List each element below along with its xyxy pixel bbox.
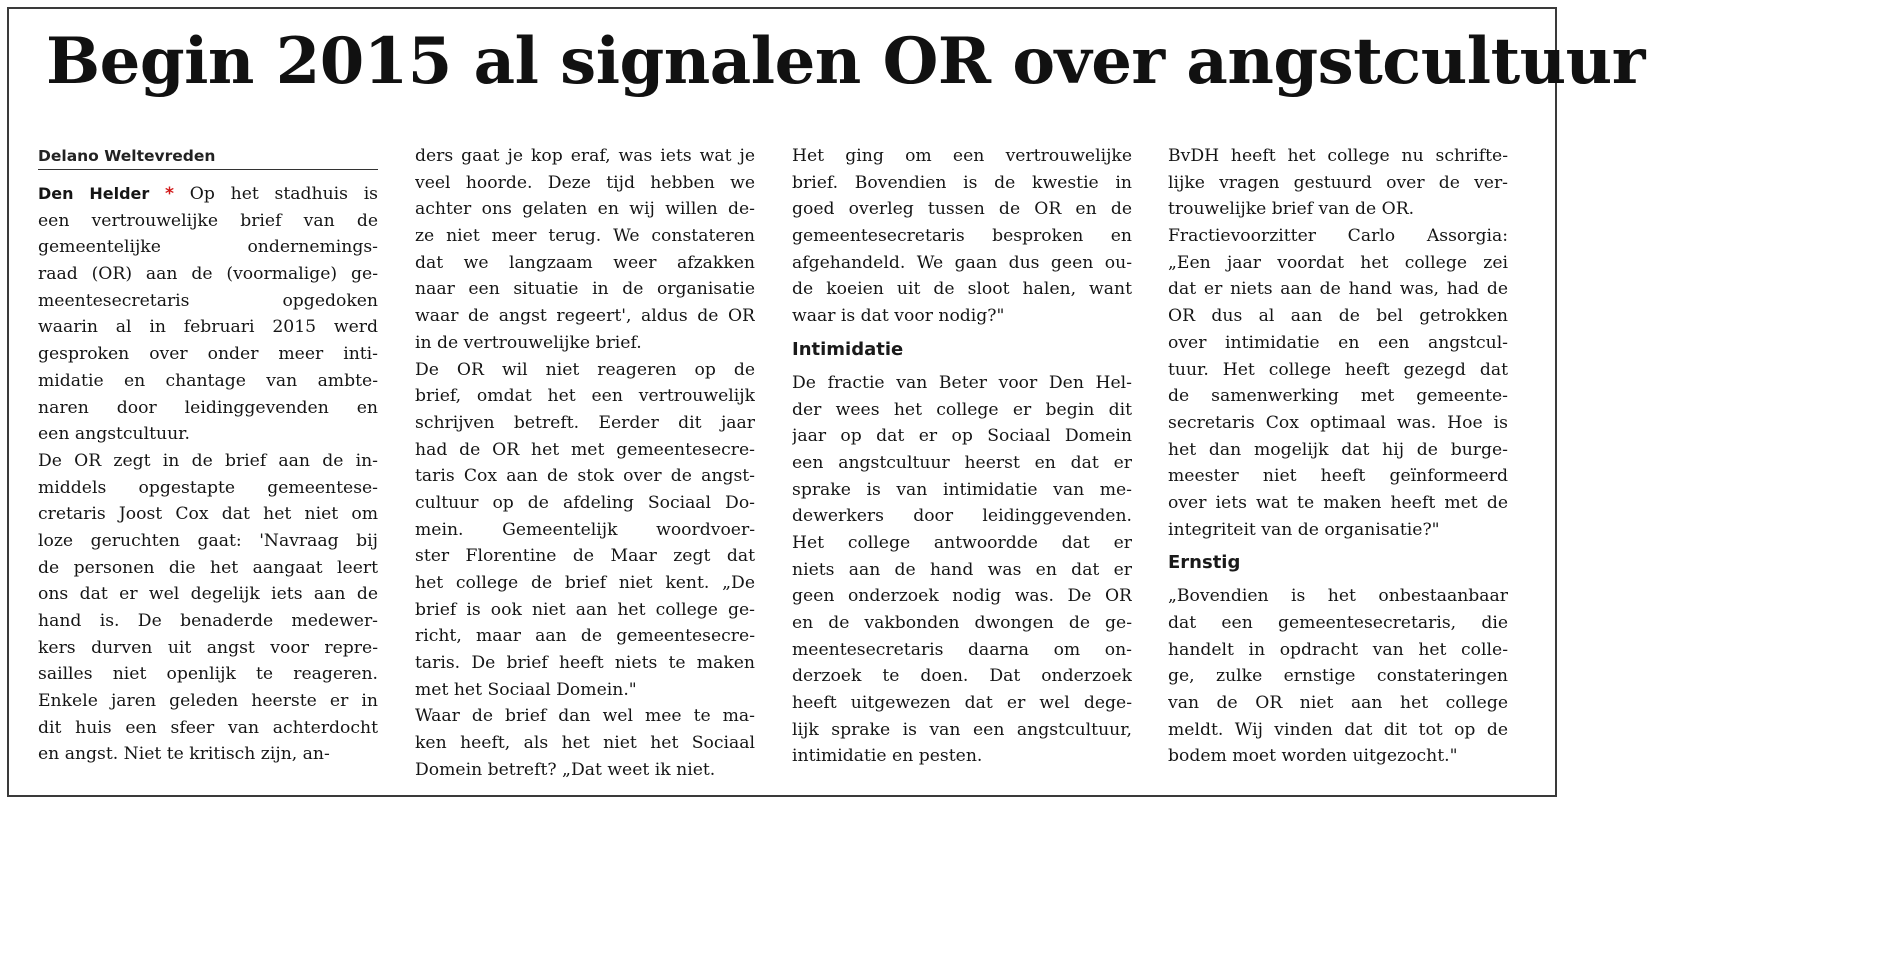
article-line: Domein betreft? „Dat weet ik niet.	[415, 759, 716, 780]
column-1-body	[38, 208, 378, 768]
article-line: sprake is van intimidatie van me-	[792, 479, 1132, 500]
article-line: De fractie van Beter voor Den Hel-	[792, 372, 1132, 393]
subhead-intimidatie: Intimidatie	[792, 338, 904, 360]
article-line: hand is. De benaderde medewer-	[38, 611, 378, 631]
article-line: niets aan de hand was en dat er	[792, 559, 1132, 580]
article-line: een angstcultuur.	[38, 424, 190, 445]
article-line: een angstcultuur heerst en dat er	[792, 452, 1132, 473]
article-line: heeft uitgewezen dat er wel dege-	[792, 693, 1132, 714]
article-line: waar is dat voor nodig?"	[792, 306, 1005, 327]
article-line: veel hoorde. Deze tijd hebben we	[415, 172, 755, 193]
article-line: „Een jaar voordat het college zei	[1168, 252, 1508, 273]
article-line: met het Sociaal Domein."	[415, 679, 637, 700]
article-line: het dan mogelijk dat hij de burge-	[1168, 439, 1508, 460]
article-line: ster Florentine de Maar zegt dat	[415, 546, 755, 567]
article-line: gemeentelijke ondernemings-	[38, 237, 378, 258]
article-line: Fractievoorzitter Carlo Assorgia:	[1168, 226, 1508, 247]
article-line: ders gaat je kop eraf, was iets wat je	[415, 146, 755, 166]
article-line: De OR zegt in de brief aan de in-	[38, 450, 378, 471]
article-line: lijk sprake is van een angstcultuur,	[792, 719, 1132, 740]
article-line: kers durven uit angst voor repre-	[38, 637, 378, 658]
column-4-body-top	[1168, 143, 1508, 543]
article-line: meentesecretaris daarna om on-	[792, 639, 1132, 660]
article-line: cretaris Joost Cox dat het niet om	[38, 504, 378, 525]
article-line: De OR wil niet reageren op de	[415, 359, 755, 380]
article-headline: Begin 2015 al signalen OR over angstcultuur	[46, 24, 1645, 99]
article-line: dat er niets aan de hand was, had de	[1168, 279, 1508, 300]
article-line: dewerkers door leidinggevenden.	[792, 506, 1132, 527]
article-line: ge, zulke ernstige constateringen	[1168, 666, 1508, 687]
article-line: brief is ook niet aan het college ge-	[415, 599, 755, 620]
article-line: integriteit van de organisatie?"	[1168, 519, 1440, 540]
article-line: raad (OR) aan de (voormalige) ge-	[38, 264, 378, 285]
article-line: en angst. Niet te kritisch zijn, an-	[38, 744, 330, 765]
article-line: loze geruchten gaat: 'Navraag bij	[38, 530, 378, 551]
article-line: middels opgestapte gemeentese-	[38, 477, 378, 498]
article-line: mein. Gemeentelijk woordvoer-	[415, 519, 755, 540]
column-2-body	[415, 143, 755, 784]
article-line: Waar de brief dan wel mee te ma-	[415, 706, 755, 727]
article-line: goed overleg tussen de OR en de	[792, 199, 1132, 220]
article-line: OR dus al aan de bel getrokken	[1168, 306, 1508, 327]
article-line: naar een situatie in de organisatie	[415, 279, 755, 300]
article-column-2	[415, 143, 755, 784]
article-line: gesproken over onder meer inti-	[38, 344, 378, 365]
article-line: lijke vragen gestuurd over de ver-	[1168, 172, 1508, 193]
column-4-body-bottom	[1168, 583, 1508, 770]
article-line: der wees het college er begin dit	[792, 399, 1132, 420]
article-line: en de vakbonden dwongen de ge-	[792, 613, 1132, 633]
article-column-4	[1168, 143, 1508, 770]
column-3-body-top	[792, 143, 1132, 330]
article-line: Enkele jaren geleden heerste er in	[38, 691, 378, 712]
article-line: cultuur op de afdeling Sociaal Do-	[415, 492, 755, 513]
article-line: de samenwerking met gemeente-	[1168, 386, 1508, 407]
article-line: het college de brief niet kent. „De	[415, 573, 755, 593]
article-line: ze niet meer terug. We constateren	[415, 226, 755, 247]
article-line: afgehandeld. We gaan dus geen ou-	[792, 252, 1132, 273]
column-3-body-bottom	[792, 370, 1132, 770]
article-line: meldt. Wij vinden dat dit tot op de	[1168, 719, 1508, 740]
article-line: dat een gemeentesecretaris, die	[1168, 613, 1508, 633]
article-line: brief, omdat het een vertrouwelijk	[415, 386, 755, 407]
article-line	[38, 181, 378, 208]
article-line: geen onderzoek nodig was. De OR	[792, 586, 1132, 607]
article-line: ons dat er wel degelijk iets aan de	[38, 584, 378, 605]
article-line: achter ons gelaten en wij willen de-	[415, 199, 755, 220]
article-line: jaar op dat er op Sociaal Domein	[792, 426, 1132, 447]
article-line: had de OR het met gemeentesecre-	[415, 439, 755, 460]
article-line: secretaris Cox optimaal was. Hoe is	[1168, 412, 1508, 433]
article-line: taris Cox aan de stok over de angst-	[415, 466, 755, 487]
article-line: ken heeft, als het niet het Sociaal	[415, 733, 755, 754]
article-dateline: Den Helder	[38, 184, 150, 203]
article-line: over iets wat te maken heeft met de	[1168, 492, 1508, 513]
article-line: midatie en chantage van ambte-	[38, 370, 378, 391]
article-line: intimidatie en pesten.	[792, 746, 983, 767]
article-line: van de OR niet aan het college	[1168, 693, 1508, 714]
article-line: handelt in opdracht van het colle-	[1168, 639, 1508, 660]
article-line: „Bovendien is het onbestaanbaar	[1168, 586, 1508, 607]
article-line: dit huis een sfeer van achterdocht	[38, 717, 378, 738]
article-line: over intimidatie en een angstcul-	[1168, 332, 1508, 353]
article-line: taris. De brief heeft niets te maken	[415, 653, 755, 674]
article-line: dat we langzaam weer afzakken	[415, 252, 755, 273]
article-column-1	[38, 143, 378, 768]
article-line: sailles niet openlijk te reageren.	[38, 664, 378, 685]
article-line: meentesecretaris opgedoken	[38, 290, 378, 311]
article-line: Het college antwoordde dat er	[792, 532, 1132, 553]
article-line: BvDH heeft het college nu schrifte-	[1168, 146, 1508, 166]
article-line: meester niet heeft geïnformeerd	[1168, 466, 1508, 487]
article-line: bodem moet worden uitgezocht."	[1168, 746, 1458, 767]
article-byline: Delano Weltevreden	[38, 143, 378, 170]
article-line: schrijven betreft. Eerder dit jaar	[415, 412, 755, 433]
article-column-3	[792, 143, 1132, 770]
article-line: derzoek te doen. Dat onderzoek	[792, 666, 1132, 687]
article-line: een vertrouwelijke brief van de	[38, 210, 378, 231]
article-line: naren door leidinggevenden en	[38, 397, 378, 418]
article-line: tuur. Het college heeft gezegd dat	[1168, 359, 1508, 380]
article-line: richt, maar aan de gemeentesecre-	[415, 626, 755, 647]
article-line: waar de angst regeert', aldus de OR	[415, 306, 755, 327]
article-line: brief. Bovendien is de kwestie in	[792, 172, 1132, 193]
article-line: trouwelijke brief van de OR.	[1168, 199, 1415, 220]
article-line: in de vertrouwelijke brief.	[415, 332, 642, 353]
asterisk-icon: *	[165, 184, 175, 204]
article-line-text: Op het stadhuis is	[189, 184, 378, 204]
article-line: gemeentesecretaris besproken en	[792, 226, 1132, 247]
subhead-ernstig: Ernstig	[1168, 552, 1241, 574]
article-line: de koeien uit de sloot halen, want	[792, 279, 1132, 300]
article-line: waarin al in februari 2015 werd	[38, 317, 378, 338]
article-line: de personen die het aangaat leert	[38, 557, 378, 578]
article-line: Het ging om een vertrouwelijke	[792, 146, 1132, 166]
